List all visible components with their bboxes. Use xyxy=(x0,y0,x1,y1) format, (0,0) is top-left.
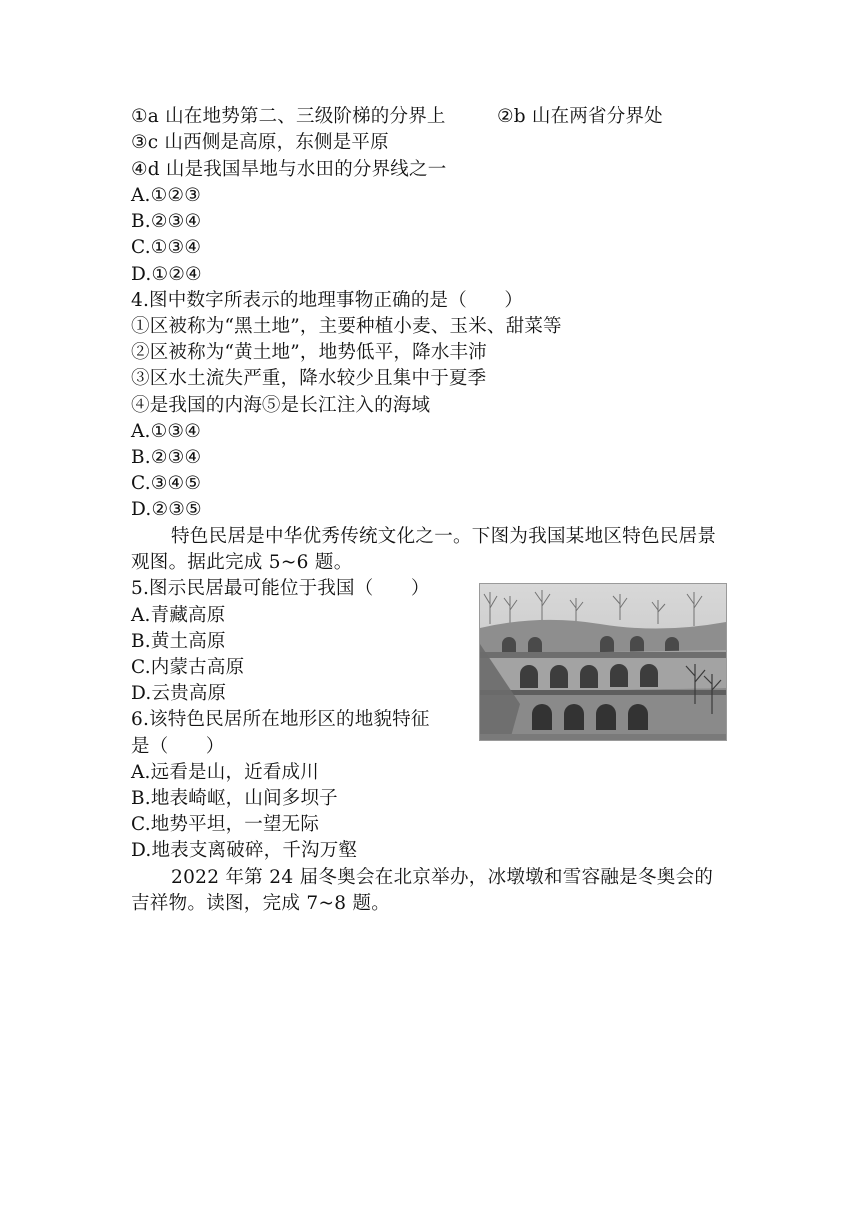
intro-q5-6-text: 特色民居是中华优秀传统文化之一。下图为我国某地区特色民居景观图。据此完成 5~6 题。 xyxy=(131,526,717,573)
q5-option-d: D.云贵高原 xyxy=(131,683,227,704)
intro-q5-6 xyxy=(131,524,731,576)
q6-option-d: D.地表支离破碎，千沟万壑 xyxy=(131,840,358,861)
q4-statement-4: ④是我国的内海⑤是长江注入的海域 xyxy=(131,395,431,416)
q5-option-b: B.黄土高原 xyxy=(131,631,226,652)
q6-option-a: A.远看是山，近看成川 xyxy=(131,762,319,783)
q3-statement-2: ②b 山在两省分界处 xyxy=(497,106,663,127)
q3-option-b: B.②③④ xyxy=(131,211,202,232)
q4-option-d: D.②③⑤ xyxy=(131,499,202,520)
intro-q7-8-text: 2022 年第 24 届冬奥会在北京举办，冰墩墩和雪容融是冬奥会的吉祥物。读图，完成 7~8 题。 xyxy=(131,867,714,914)
intro-q7-8 xyxy=(131,865,731,917)
q3-option-a: A.①②③ xyxy=(131,185,201,206)
q6-stem-line-2: 是（ ） xyxy=(131,736,225,757)
q4-statement-1: ①区被称为“黑土地”，主要种植小麦、玉米、甜菜等 xyxy=(131,316,562,337)
cave-dwelling-photo xyxy=(479,583,727,741)
q6-option-b: B.地表崎岖，山间多坝子 xyxy=(131,788,338,809)
q4-stem: 4.图中数字所表示的地理事物正确的是（ ） xyxy=(131,290,524,311)
q4-statement-2: ②区被称为“黄土地”，地势低平，降水丰沛 xyxy=(131,342,487,363)
q4-statement-3: ③区水土流失严重，降水较少且集中于夏季 xyxy=(131,368,487,389)
cave-dwelling-illustration xyxy=(480,584,726,740)
q4-option-b: B.②③④ xyxy=(131,447,202,468)
q5-option-a: A.青藏高原 xyxy=(131,605,226,626)
q5-stem: 5.图示民居最可能位于我国（ ） xyxy=(131,578,430,599)
q3-statement-3: ③c 山西侧是高原，东侧是平原 xyxy=(131,132,389,153)
q3-statement-1: ①a 山在地势第二、三级阶梯的分界上 xyxy=(131,106,446,127)
q3-option-c: C.①③④ xyxy=(131,237,202,258)
q6-stem-line-1: 6.该特色民居所在地形区的地貌特征 xyxy=(131,709,430,730)
q5-option-c: C.内蒙古高原 xyxy=(131,657,245,678)
q4-option-c: C.③④⑤ xyxy=(131,473,202,494)
q6-option-c: C.地势平坦，一望无际 xyxy=(131,814,320,835)
q3-option-d: D.①②④ xyxy=(131,264,202,285)
q4-option-a: A.①③④ xyxy=(131,421,201,442)
q3-statement-4: ④d 山是我国旱地与水田的分界线之一 xyxy=(131,159,447,180)
